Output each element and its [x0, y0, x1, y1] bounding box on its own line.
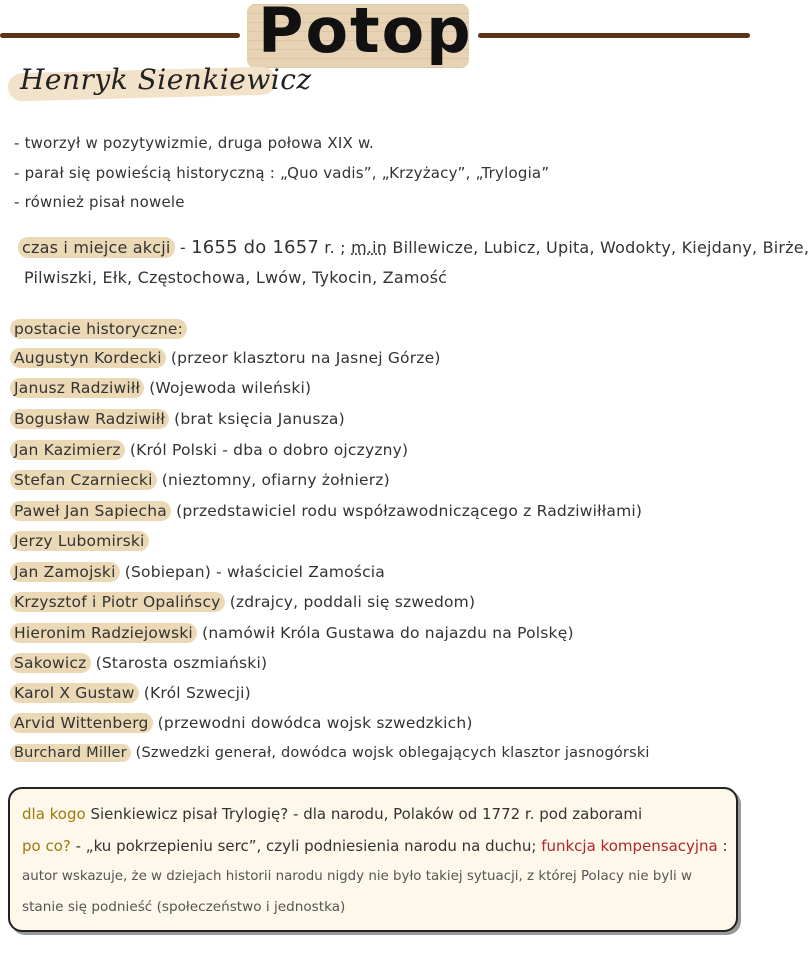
setting-year-suffix: r. ;: [319, 238, 352, 257]
setting-min: m.in: [351, 238, 388, 257]
setting-years: 1655 do 1657: [191, 237, 320, 258]
figure-desc: (nieztomny, ofiarny żołnierz): [156, 471, 390, 489]
figure-desc: (Sobiepan) - właściciel Zamościa: [119, 563, 386, 581]
summary-line-1: dla kogo Sienkiewicz pisał Trylogię? - dla narodu, Polaków od 1772 r. pod zaborami: [22, 805, 643, 823]
page-title: Potop: [258, 0, 473, 67]
question-label: po co?: [22, 837, 71, 855]
summary-box: [8, 787, 738, 932]
question-label: dla kogo: [22, 805, 86, 823]
bullet-item: - tworzył w pozytywizmie, druga połowa XIX w.: [14, 134, 374, 152]
figure-desc: (Król Szwecji): [138, 684, 251, 702]
figure-desc: (Król Polski - dba o dobro ojczyzny): [124, 441, 409, 459]
list-item: [14, 624, 574, 642]
list-item: [14, 684, 251, 702]
list-item: [14, 379, 311, 397]
figure-desc: (przeor klasztoru na Jasnej Górze): [165, 349, 441, 367]
figure-desc: (zdrajcy, poddali się szwedom): [224, 593, 476, 611]
figure-name: Sakowicz: [10, 653, 91, 673]
figure-name: Jan Kazimierz: [10, 440, 125, 460]
list-item: [14, 502, 642, 520]
summary-line-3: autor wskazuje, że w dziejach historii narodu nigdy nie było takiej sytuacji, z której Polacy nie byli w: [22, 869, 692, 884]
list-item: [14, 593, 475, 611]
list-item: [14, 471, 390, 489]
setting-dash: -: [174, 238, 192, 257]
figure-name: Augustyn Kordecki: [10, 348, 166, 368]
figure-name: Janusz Radziwiłł: [10, 378, 144, 398]
setting-label: czas i miejce akcji: [18, 237, 175, 258]
list-item: [14, 563, 385, 581]
figures-heading: postacie historyczne:: [14, 320, 187, 338]
figure-desc: (Szwedzki generał, dowódca wojsk oblegających klasztor jasnogórski: [130, 745, 650, 761]
function-term: funkcja kompensacyjna: [541, 837, 718, 855]
figure-name: Hieronim Radziejowski: [10, 623, 197, 643]
setting-places-1: Billewicze, Lubicz, Upita, Wodokty, Kiejdany, Birże,: [387, 238, 809, 257]
figure-desc: (brat księcia Janusza): [168, 410, 345, 428]
setting-line-1: [22, 237, 809, 258]
list-item: [14, 349, 441, 367]
list-item: [14, 745, 650, 761]
list-item: [14, 410, 345, 428]
figure-desc: (namówił Króla Gustawa do najazdu na Polskę): [196, 624, 574, 642]
figure-name: Paweł Jan Sapiecha: [10, 501, 171, 521]
figure-desc: (Starosta oszmiański): [90, 654, 268, 672]
author-name: Henryk Sienkiewicz: [20, 63, 312, 96]
header-rule-left: [0, 33, 240, 38]
list-item: [14, 441, 408, 459]
list-item: [14, 714, 473, 732]
figure-name: Bogusław Radziwiłł: [10, 409, 169, 429]
figure-name: Jerzy Lubomirski: [10, 531, 149, 551]
figure-desc: (przewodni dowódca wojsk szwedzkich): [152, 714, 473, 732]
figure-name: Karol X Gustaw: [10, 683, 139, 703]
figure-name: Burchard Miller: [10, 744, 131, 762]
figure-desc: (przedstawiciel rodu współzawodniczącego z Radziwiłłami): [170, 502, 643, 520]
bullet-item: - również pisał nowele: [14, 193, 185, 211]
setting-places-2: Pilwiszki, Ełk, Częstochowa, Lwów, Tykocin, Zamość: [24, 268, 448, 287]
summary-line-4: stanie się podnieść (społeczeństwo i jednostka): [22, 899, 346, 915]
summary-line-2: po co? - „ku pokrzepieniu serc”, czyli podniesienia narodu na duchu; funkcja kompensacyjna :: [22, 837, 728, 855]
figure-name: Jan Zamojski: [10, 562, 120, 582]
list-item: [14, 654, 267, 672]
bullet-item: - parał się powieścią historyczną : „Quo vadis”, „Krzyżacy”, „Trylogia”: [14, 164, 550, 182]
figure-desc: (Wojewoda wileński): [144, 379, 312, 397]
figure-name: Krzysztof i Piotr Opalińscy: [10, 592, 225, 612]
list-item: [14, 532, 149, 550]
figure-name: Stefan Czarniecki: [10, 470, 157, 490]
header-rule-right: [478, 33, 750, 38]
figure-name: Arvid Wittenberg: [10, 713, 153, 733]
